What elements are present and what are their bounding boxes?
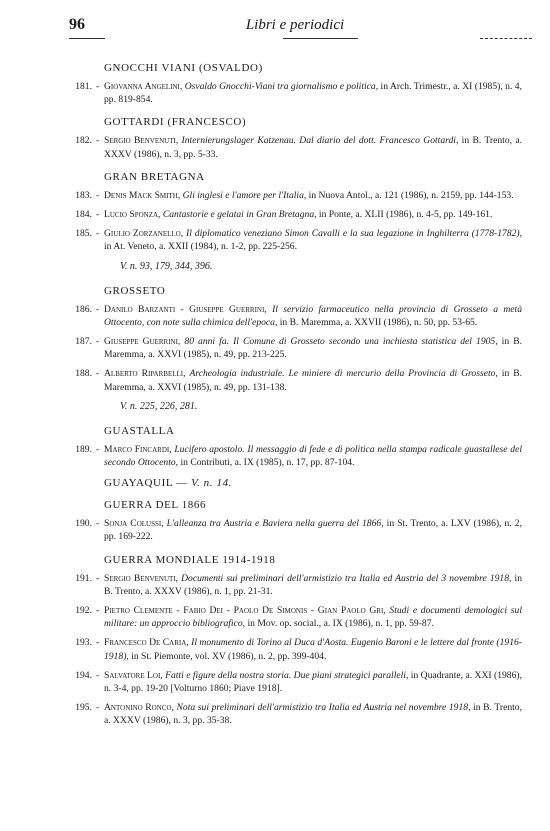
entry-citation: , in St. Piemonte, vol. XV (1986), n. 2, pp. 399-404. — [126, 650, 327, 662]
entry-citation: , in B. Maremma, a. XXVI (1985), n. 49, pp. 213-225. — [104, 336, 522, 361]
entry-dash: - — [96, 81, 100, 92]
entry-citation: , in Arch. Trimestr., a. XI (1985), n. 4, pp. 819-854. — [104, 81, 522, 106]
bibliography-entry — [0, 189, 550, 202]
entry-text — [104, 303, 522, 329]
entry-author: Francesco De Caria — [104, 637, 187, 649]
entry-author: Pietro Clemente - Fabio Dei - Paolo De Simonis - Gian Paolo Gri — [104, 605, 384, 617]
entry-separator: , — [175, 572, 182, 584]
subject-heading: GUASTALLA — [104, 424, 175, 437]
entry-separator: , — [383, 605, 390, 617]
entry-citation: , in B. Trento, a. XXXV (1986), n. 3, pp. 35-38. — [104, 702, 522, 727]
entry-dash: - — [96, 605, 100, 617]
entry-separator: , — [160, 669, 166, 681]
entry-separator: , — [180, 228, 187, 240]
entry-dash: - — [96, 443, 100, 455]
entry-dash: - — [96, 702, 100, 714]
entry-author: Giovanna Angelini — [104, 81, 180, 92]
entry-separator: , — [169, 443, 175, 455]
see-also-reference: V. n. 225, 226, 281. — [120, 400, 198, 412]
entry-number: 193. — [75, 637, 92, 649]
subject-heading-text: GUAYAQUIL — — [104, 477, 188, 490]
entry-separator: , — [158, 209, 163, 221]
entry-title: Fatti e figure della nostra storia. Due piani strategici paralleli — [165, 669, 406, 681]
subject-heading-guayaquil — [104, 477, 550, 489]
entry-text — [104, 669, 522, 695]
entry-text — [104, 335, 522, 361]
entry-number: 192. — [75, 605, 92, 617]
entry-number: 186. — [75, 303, 92, 315]
subject-heading: GUERRA MONDIALE 1914-1918 — [104, 553, 276, 566]
entry-citation: , in B. Trento, a. XXXV (1986), n. 3, pp. 5-33. — [104, 135, 523, 160]
entry-text — [104, 208, 522, 221]
subject-section — [0, 114, 550, 160]
entry-title: Documenti sui preliminari dell'armistizio tra Italia ed Austria del 3 novembre 1918 — [181, 572, 510, 584]
entry-author: Sonja Colussi — [104, 518, 162, 530]
entry-title: Lucifero apostolo. Il messaggio di fede e di politica nella stampa radicale guastallese del secondo Ottocento — [104, 443, 522, 469]
entry-number: 195. — [75, 702, 92, 714]
entry-citation: , in B. Maremma, a. XXVII (1986), n. 50, pp. 53-65. — [274, 316, 478, 328]
entry-dash: - — [96, 572, 100, 584]
entry-text — [104, 701, 522, 727]
entry-number: 194. — [75, 669, 92, 681]
entry-number: 185. — [75, 228, 92, 240]
entry-author: Danilo Barzanti - Giuseppe Guerrini — [104, 303, 265, 315]
entry-dash: - — [96, 135, 100, 147]
entry-citation: , in Ponte, a. XLII (1986), n. 4-5, pp. 149-161. — [314, 209, 493, 221]
entry-separator: , — [186, 637, 192, 649]
subject-heading: GUERRA DEL 1866 — [104, 499, 207, 512]
entry-title: Cantastorie e gelatai in Gran Bretagna — [162, 209, 315, 221]
entry-title: Studi e documenti demologici sul militare: un approccio bibliografico — [104, 605, 522, 630]
entry-citation: , in B. Maremma, a. XXVI (1985), n. 49, pp. 131-138. — [104, 368, 523, 393]
subject-section — [0, 497, 550, 543]
entry-dash: - — [96, 336, 100, 348]
entry-citation: , in B. Trento, a. XXXV (1986), n. 1, pp. 21-31. — [104, 572, 522, 597]
entry-author: Giulio Zorzanello — [104, 228, 181, 240]
subject-section — [0, 60, 550, 106]
entry-dash: - — [96, 303, 100, 315]
bibliography-entry — [0, 701, 550, 727]
header-rule-center — [283, 38, 358, 39]
bibliography-entry — [0, 669, 550, 695]
entry-author: Giuseppe Guerrini — [104, 336, 178, 348]
bibliography-entry — [0, 367, 550, 393]
bibliography-entry — [0, 80, 550, 106]
entry-citation: , in Mov. op. social., a. IX (1986), n. 1, pp. 59-87. — [242, 618, 434, 630]
entry-author: Alberto Riparbelli — [104, 368, 184, 380]
entry-text — [104, 189, 522, 202]
entry-text — [104, 367, 522, 393]
entry-text — [104, 443, 522, 469]
entry-separator: , — [177, 189, 183, 201]
entry-separator: , — [171, 702, 177, 714]
entry-title: 80 anni fa. Il Comune di Grosseto secondo una inchiesta statistica del 1905 — [184, 336, 496, 348]
header-rule-left — [69, 38, 105, 39]
running-title: Libri e periodici — [245, 17, 345, 33]
header-rule-right — [480, 38, 532, 39]
entry-title: Il diplomatico veneziano Simon Cavalli e la sua legazione in Inghilterra (1778-1782) — [186, 228, 520, 240]
bibliography-entry — [0, 227, 550, 253]
entry-dash: - — [96, 228, 100, 240]
bibliography-entry — [0, 335, 550, 361]
entry-author: Marco Fincardi — [104, 443, 170, 455]
entry-text — [104, 636, 522, 662]
page-number: 96 — [69, 16, 85, 33]
subject-section — [0, 552, 550, 728]
subject-section — [0, 283, 550, 413]
subject-heading: GRAN BRETAGNA — [104, 170, 205, 183]
entry-text — [104, 134, 522, 160]
entry-title: Gli inglesi e l'amore per l'Italia — [182, 189, 304, 201]
bibliography-entry — [0, 636, 550, 662]
bibliography-entry — [0, 303, 550, 329]
entry-author: Sergio Benvenuti — [104, 572, 176, 584]
subject-heading: GNOCCHI VIANI (OSVALDO) — [104, 62, 263, 74]
entry-dash: - — [96, 669, 100, 681]
entry-number: 181. — [75, 81, 92, 92]
entry-dash: - — [96, 637, 100, 649]
entry-separator: , — [161, 518, 167, 530]
entry-title: Archeologia industriale. Le miniere di mercurio della Provincia di Grosseto — [189, 368, 496, 380]
entry-dash: - — [96, 518, 100, 530]
see-also-reference: V. n. 93, 179, 344, 396. — [120, 260, 213, 272]
entry-title: Nota sui preliminari dell'armistizio tra Italia ed Austria nel novembre 1918 — [176, 702, 469, 714]
bibliography-entry — [0, 604, 550, 630]
subject-section — [0, 423, 550, 469]
entry-title: Il servizio farmaceutico nella provincia di Grosseto a metà Ottocento, con note sulla chimica dell'epoca — [104, 303, 523, 328]
bibliography-entry — [0, 572, 550, 598]
entry-citation: , in Quadrante, a. XXI (1986), n. 3-4, pp. 19-20 [Volturno 1860; Piave 1918]. — [104, 669, 522, 695]
entry-text — [104, 517, 522, 543]
entry-text — [104, 572, 522, 598]
subject-section — [0, 169, 550, 273]
entry-separator: , — [264, 303, 273, 315]
entry-author: Denis Mack Smith — [104, 189, 178, 201]
entry-title: Osvaldo Gnocchi-Viani tra giornalismo e politica — [184, 81, 376, 92]
entry-separator: , — [179, 81, 185, 92]
entry-title: Il monumento di Torino al Duca d'Aosta. Eugenio Baroni e le lettere dal fronte (1916-1918) — [104, 637, 522, 662]
entry-text — [104, 80, 522, 106]
bibliography-entry — [0, 517, 550, 543]
bibliography-entry — [0, 443, 550, 469]
entry-number: 190. — [75, 518, 92, 530]
entry-citation: , in St. Trento, a. LXV (1986), n. 2, pp. 169-222. — [104, 518, 523, 543]
entry-number: 191. — [75, 572, 92, 584]
entry-author: Sergio Benvenuti — [104, 135, 176, 147]
see-also-reference: V. n. 14. — [191, 477, 233, 490]
entry-number: 184. — [75, 209, 92, 221]
entry-dash: - — [96, 368, 100, 380]
bibliography-body — [0, 52, 550, 734]
entry-number: 188. — [75, 368, 92, 380]
bibliography-entry — [0, 208, 550, 221]
entry-text — [104, 604, 522, 630]
entry-dash: - — [96, 189, 100, 201]
entry-number: 182. — [75, 135, 92, 147]
entry-title: Internierungslager Katzenau. Dal diario del dott. Francesco Gottardi — [181, 135, 456, 147]
entry-citation: , in At. Veneto, a. XXII (1984), n. 1-2, pp. 225-256. — [104, 228, 523, 253]
entry-number: 189. — [75, 443, 92, 455]
entry-separator: , — [183, 368, 190, 380]
entry-author: Lucio Sponza — [104, 209, 159, 221]
entry-number: 187. — [75, 336, 92, 348]
entry-citation: , in Nuova Antol., a. 121 (1986), n. 2159, pp. 144-153. — [303, 189, 514, 201]
entry-dash: - — [96, 209, 100, 221]
entry-number: 183. — [75, 189, 92, 201]
entry-author: Antonino Ronco — [104, 702, 172, 714]
entry-separator: , — [177, 336, 185, 348]
subject-heading: GROSSETO — [104, 284, 166, 297]
entry-separator: , — [175, 135, 182, 147]
bibliography-entry — [0, 134, 550, 160]
subject-heading: GOTTARDI (FRANCESCO) — [104, 116, 247, 129]
page-header — [0, 14, 550, 44]
entry-author: Salvatore Loi — [104, 669, 161, 681]
entry-title: L'alleanza tra Austria e Baviera nella guerra del 1866 — [166, 518, 382, 530]
entry-text — [104, 227, 522, 253]
entry-citation: , in Contributi, a. IX (1985), n. 17, pp. 87-104. — [175, 457, 355, 469]
